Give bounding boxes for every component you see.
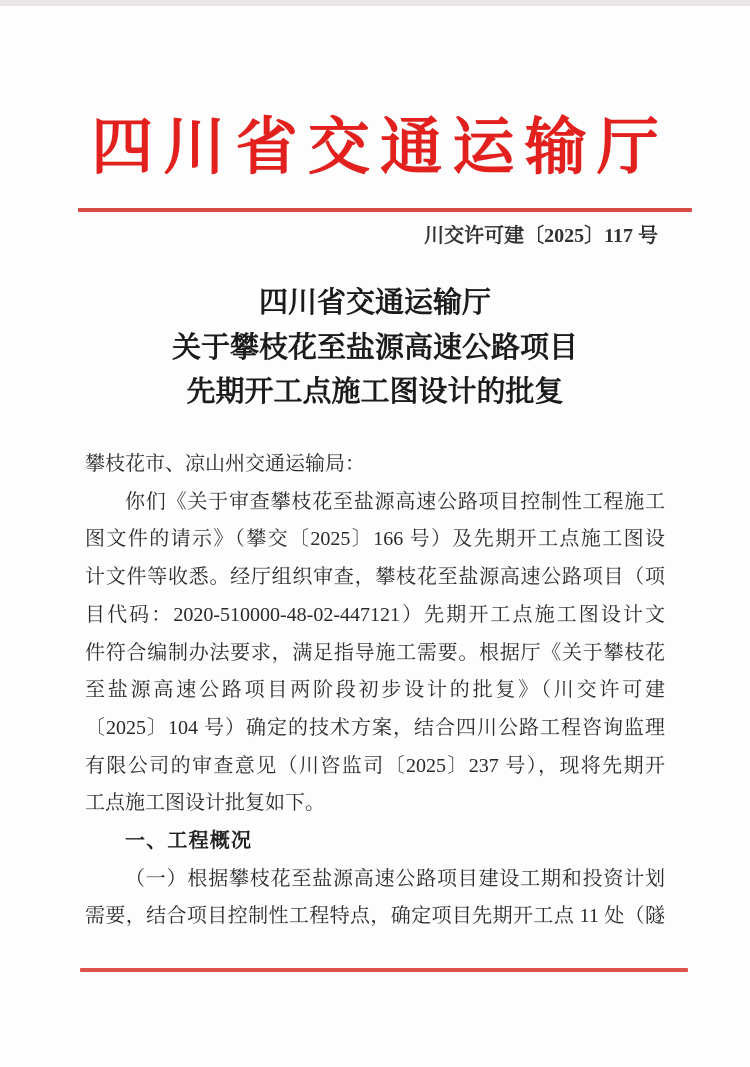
page-bottom-red-rule [80,968,688,972]
section-heading: 一、工程概况 [125,830,253,853]
page-top-edge [0,0,750,6]
body-line: 图文件的请示》（攀交〔2025〕166 号）及先期开工点施工图设 [85,528,665,551]
body-line: 〔2025〕104 号）确定的技术方案，结合四川公路工程咨询监理 [85,716,665,739]
body-line: 计文件等收悉。经厅组织审查，攀枝花至盐源高速公路项目（项 [85,566,665,589]
body-line: 有限公司的审查意见（川咨监司〔2025〕237 号），现将先期开 [85,754,665,777]
document-title [0,281,750,415]
letterhead-red-rule [78,208,692,212]
body-line: 目代码：2020-510000-48-02-447121）先期开工点施工图设计文 [85,603,665,626]
body-line: 至盐源高速公路项目两阶段初步设计的批复》（川交许可建 [85,679,665,702]
document-title-line-1: 四川省交通运输厅 [258,287,491,319]
document-title-line-2: 关于攀枝花至盐源高速公路项目 [171,331,578,364]
body-line: 工点施工图设计批复如下。 [85,792,325,815]
letterhead-agency-title: 四川省交通运输厅 [91,114,670,182]
body-line: 你们《关于审查攀枝花至盐源高速公路项目控制性工程施工 [125,490,665,513]
salutation: 攀枝花市、凉山州交通运输局： [85,453,365,475]
document-title-line-3: 先期开工点施工图设计的批复 [186,376,564,408]
document-body [85,446,665,936]
document-number: 川交许可建〔2025〕117 号 [424,225,658,247]
body-line: （一）根据攀枝花至盐源高速公路项目建设工期和投资计划 [125,867,665,890]
body-line: 需要，结合项目控制性工程特点，确定项目先期开工点 11 处（隧 [85,905,665,928]
body-line: 件符合编制办法要求，满足指导施工需要。根据厅《关于攀枝花 [85,641,665,664]
